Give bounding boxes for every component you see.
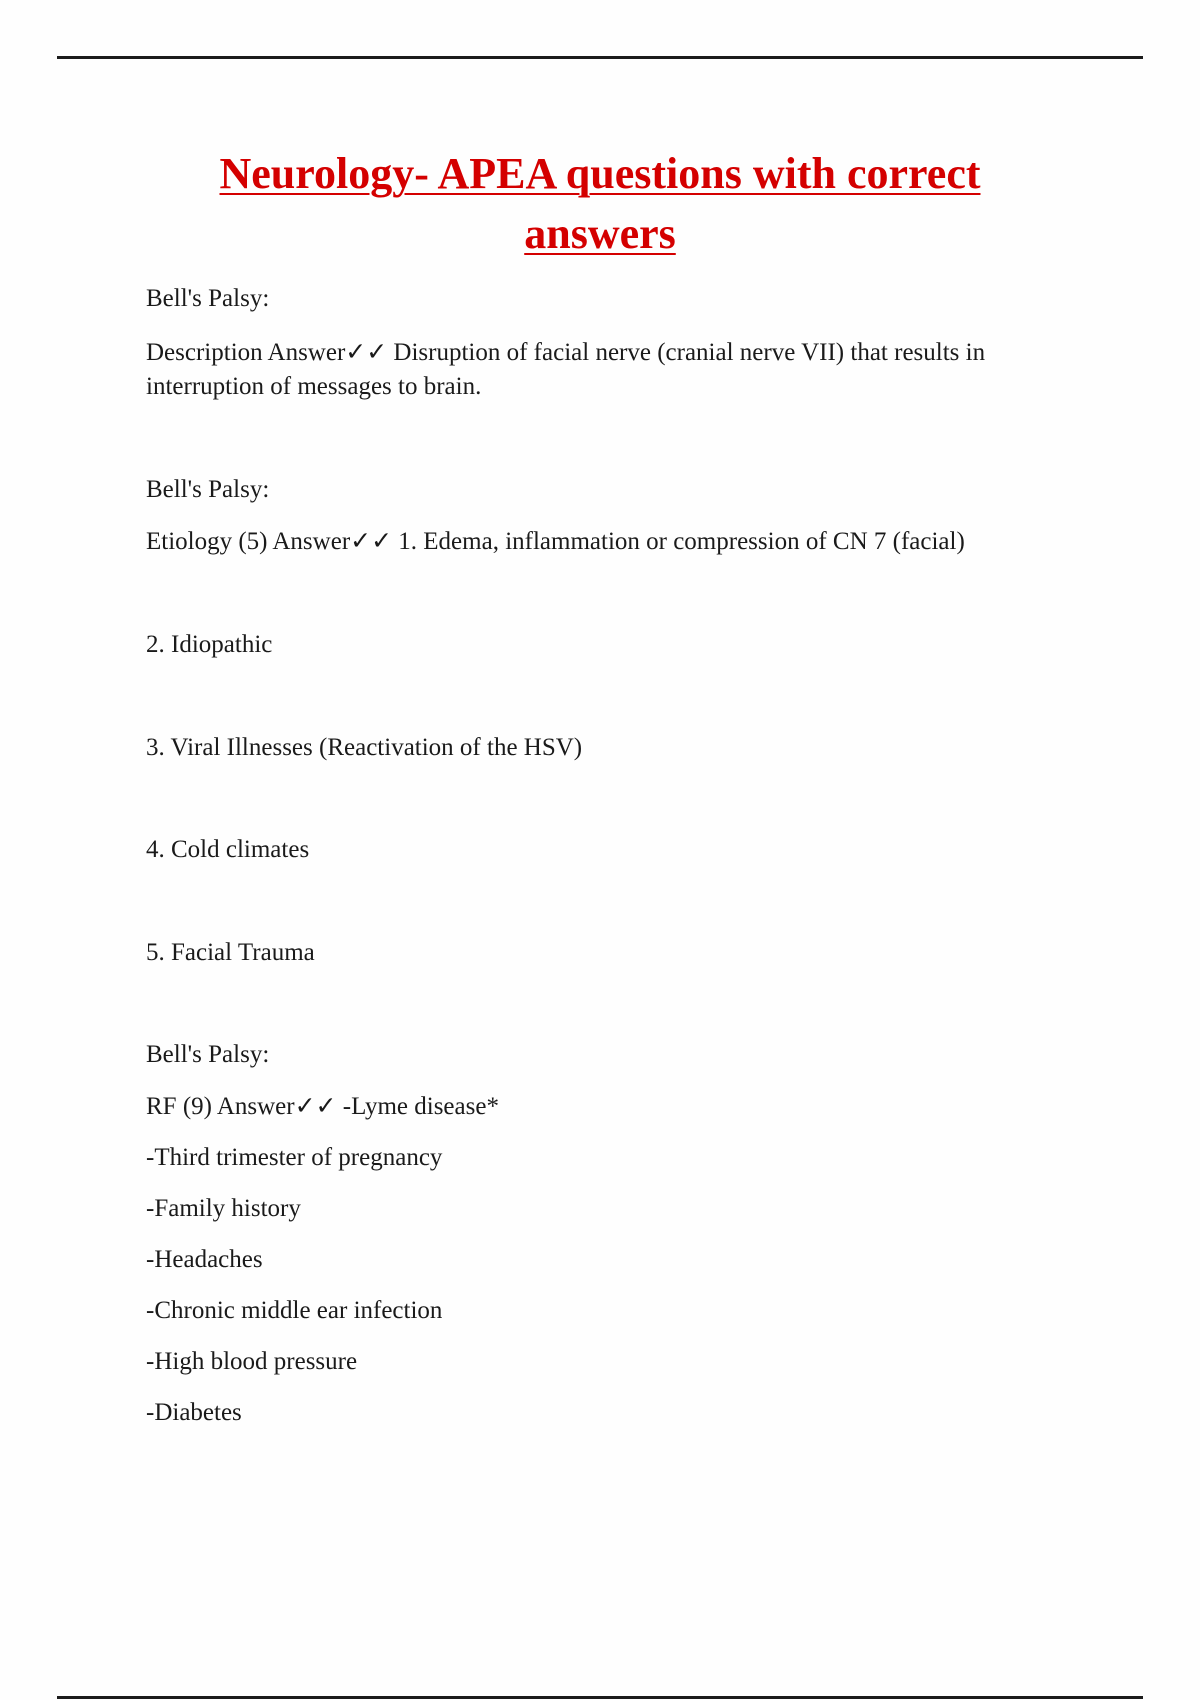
header-rule — [57, 56, 1143, 59]
title-line-1: Neurology- APEA questions with correct — [219, 149, 981, 198]
section-heading: Bell's Palsy: — [146, 476, 270, 503]
list-item: 4. Cold climates — [146, 836, 310, 863]
section-heading: Bell's Palsy: — [146, 285, 270, 312]
question-answer: Etiology (5) Answer✓✓ 1. Edema, inflammation or compression of CN 7 (facial) — [146, 528, 965, 555]
list-item: 2. Idiopathic — [146, 631, 273, 658]
list-item: -Diabetes — [146, 1399, 242, 1426]
question-answer: RF (9) Answer✓✓ -Lyme disease* — [146, 1093, 499, 1120]
list-item: -Third trimester of pregnancy — [146, 1144, 443, 1171]
footer-rule — [57, 1696, 1143, 1699]
list-item: -High blood pressure — [146, 1348, 358, 1375]
list-item: 3. Viral Illnesses (Reactivation of the HSV) — [146, 734, 583, 761]
section-heading: Bell's Palsy: — [146, 1041, 270, 1068]
list-item: 5. Facial Trauma — [146, 939, 315, 966]
list-item: -Family history — [146, 1195, 301, 1222]
list-item: -Chronic middle ear infection — [146, 1297, 443, 1324]
document-title — [0, 144, 1200, 264]
title-line-2: answers — [524, 209, 676, 258]
list-item: -Headaches — [146, 1246, 263, 1273]
question-answer: Description Answer✓✓ Disruption of facial nerve (cranial nerve VII) that results in interruption of messages to brain. — [146, 339, 986, 400]
